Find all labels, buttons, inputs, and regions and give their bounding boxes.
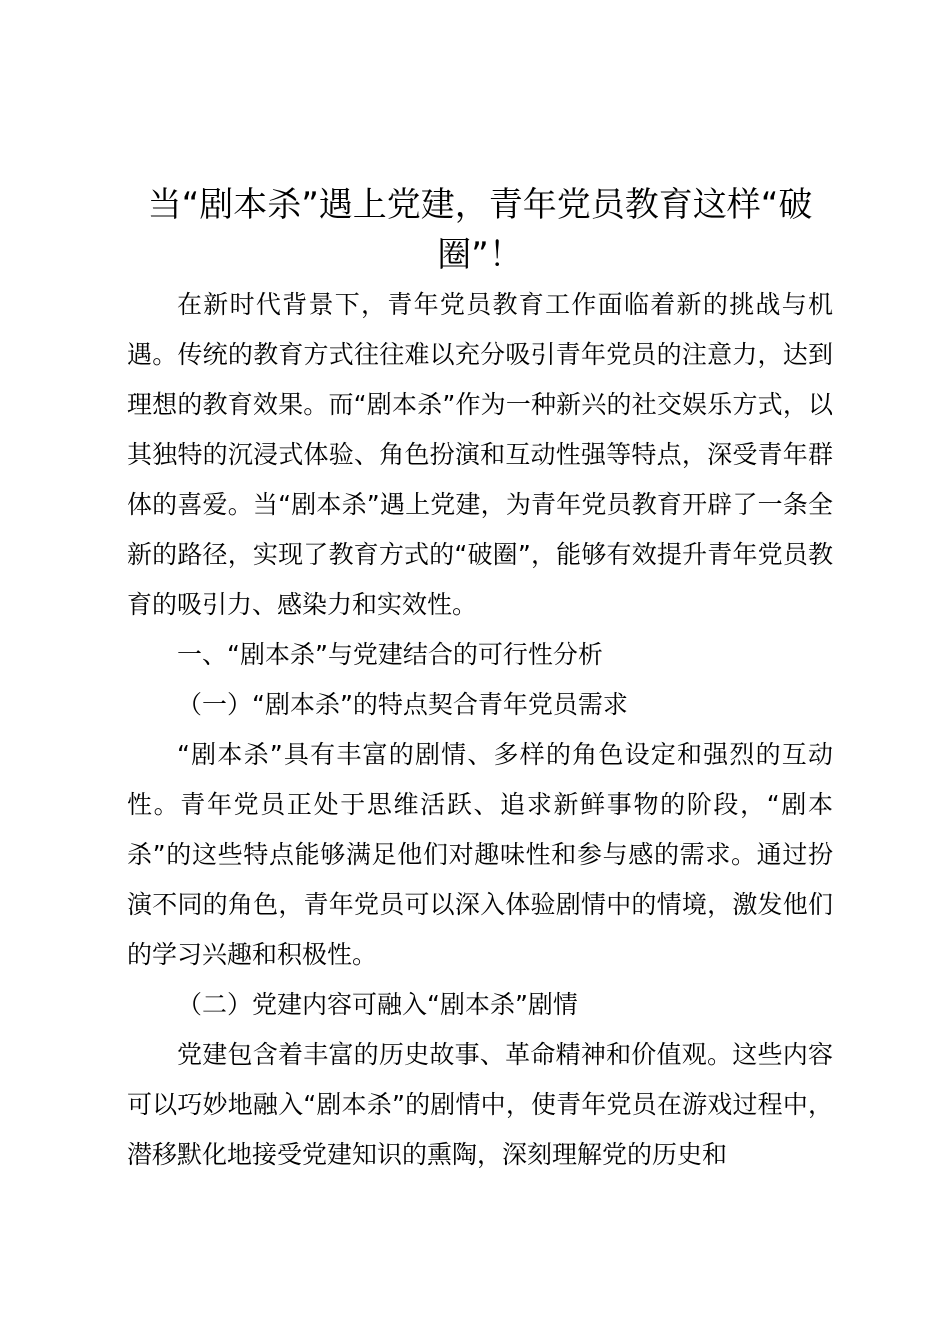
section-heading-1: 一、“剧本杀”与党建结合的可行性分析 bbox=[177, 640, 603, 669]
subsection-heading-2: （二）党建内容可融入“剧本杀”剧情 bbox=[177, 990, 578, 1019]
intro-paragraph: 在新时代背景下，青年党员教育工作面临着新的挑战与机遇。传统的教育方式往往难以充分吸引青年党员的注意力，达到理想的教育效果。而“剧本杀”作为一种新兴的社交娱乐方式，以其独特的沉浸式体验、角色扮演和互动性强等特点，深受青年群体的喜爱。当“剧本杀”遇上党建，为青年党员教育开辟了一条全新的路径，实现了教育方式的“破圈”，能够有效提升青年党员教育的吸引力、感染力和实效性。 bbox=[127, 290, 833, 619]
subsection-2-paragraph: 党建包含着丰富的历史故事、革命精神和价值观。这些内容可以巧妙地融入“剧本杀”的剧情中，使青年党员在游戏过程中，潜移默化地接受党建知识的熏陶，深刻理解党的历史和 bbox=[127, 1040, 833, 1169]
document-body bbox=[127, 280, 833, 1180]
subsection-heading-1: （一）“剧本杀”的特点契合青年党员需求 bbox=[177, 690, 628, 719]
subsection-1-paragraph: “剧本杀”具有丰富的剧情、多样的角色设定和强烈的互动性。青年党员正处于思维活跃、追求新鲜事物的阶段，“剧本杀”的这些特点能够满足他们对趣味性和参与感的需求。通过扮演不同的角色，青年党员可以深入体验剧情中的情境，激发他们的学习兴趣和积极性。 bbox=[127, 740, 833, 969]
document-title: 当“剧本杀”遇上党建，青年党员教育这样“破圈”！ bbox=[147, 185, 813, 275]
